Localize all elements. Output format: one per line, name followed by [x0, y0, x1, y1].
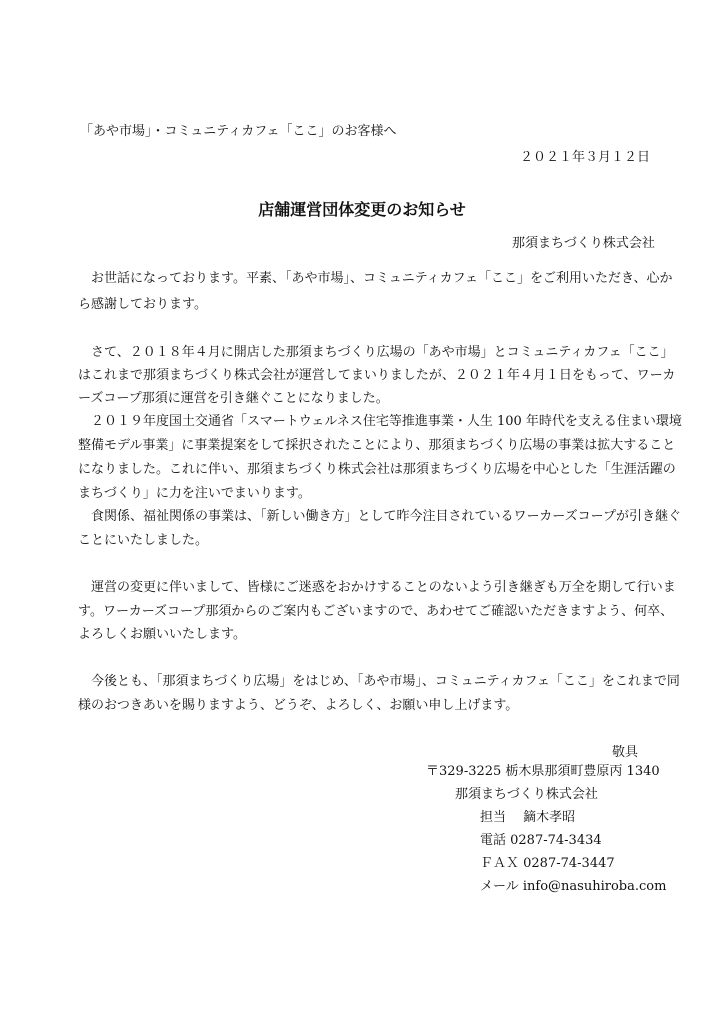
body-line: よろしくお願いいたします。 [78, 627, 246, 642]
body-line: 様のおつきあいを賜りますよう、どうぞ、よろしく、お願い申し上げます。 [78, 698, 519, 713]
body-line: 食関係、福祉関係の事業は、「新しい働き方」として昨今注目されているワーカーズコープが引き継ぐ [78, 509, 681, 524]
closing-word: 敬具 [612, 745, 639, 760]
body-line: す。ワーカーズコープ那須からのご案内もございますので、あわせてご確認いただきますよう、何卒、 [78, 604, 674, 619]
body-line: ーズコープ那須に運営を引き継ぐことになりました。 [78, 391, 389, 406]
contact-company: 那須まちづくり株式会社 [455, 787, 598, 802]
body-line: 運営の変更に伴いまして、皆様にご迷惑をおかけすることのないよう引き継ぎも万全を期して行いま [78, 580, 676, 595]
contact-phone: 電話 0287-74-3434 [480, 833, 602, 848]
document-title: 店舗運営団体変更のお知らせ [258, 200, 466, 219]
body-line: ことにいたしました。 [78, 533, 209, 548]
body-line: はこれまで那須まちづくり株式会社が運営してまいりましたが、２０２１年４月１日をもって、ワーカ [78, 368, 676, 383]
contact-email: メール info@nasuhiroba.com [480, 879, 667, 894]
sender-name: 那須まちづくり株式会社 [512, 236, 655, 251]
date-line: ２０２１年３月１２日 [520, 150, 651, 165]
body-line: になりました。これに伴い、那須まちづくり株式会社は那須まちづくり広場を中心とした「生涯活躍の [78, 462, 676, 477]
body-line: まちづくり」に力を注いでまいります。 [78, 486, 311, 501]
contact-person: 担当 鏑木孝昭 [480, 810, 576, 825]
body-line: ２０１９年度国土交通省「スマートウェルネス住宅等推進事業・人生 100 年時代を支える住まい環境 [78, 414, 682, 429]
addressee-line: 「あや市場」・コミュニティカフェ「ここ」のお客様へ [80, 124, 397, 139]
body-line: さて、２０１８年４月に開店した那須まちづくり広場の「あや市場」とコミュニティカフェ「ここ」 [78, 345, 674, 360]
contact-address: 〒329-3225 栃木県那須町豊原丙 1340 [426, 764, 660, 779]
body-line: ら感謝しております。 [78, 297, 207, 312]
contact-fax: ＦＡＸ 0287-74-3447 [480, 856, 615, 871]
body-line: 整備モデル事業」に事業提案をして採択されたことにより、那須まちづくり広場の事業は拡大すること [78, 438, 676, 453]
body-line: お世話になっております。平素、「あや市場」、コミュニティカフェ「ここ」をご利用いただき、心か [78, 271, 673, 286]
body-line: 今後とも、「那須まちづくり広場」をはじめ、「あや市場」、コミュニティカフェ「ここ」をこれまで同 [78, 674, 680, 689]
